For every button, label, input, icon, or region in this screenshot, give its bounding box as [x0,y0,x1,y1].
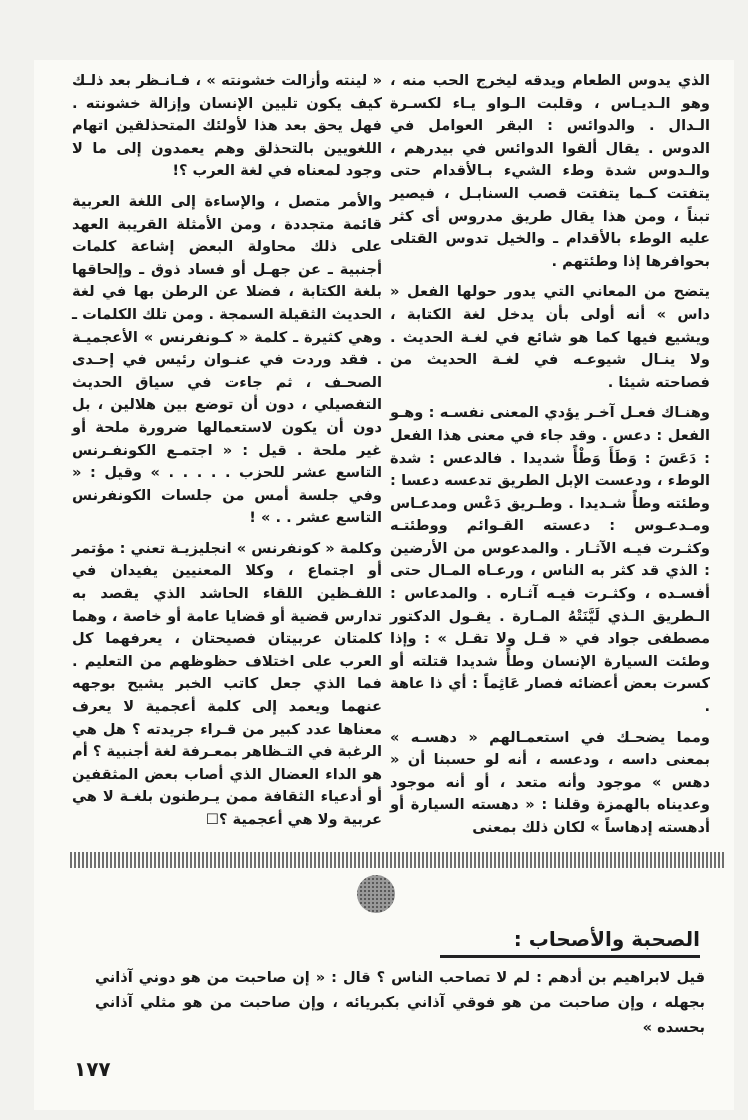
paragraph: والأمر متصل ، والإساءة إلى اللغة العربية قائمة متجددة ، ومن الأمثلة القريبة العهد على ذلك محاولة البعض إشاعة كلمات أجنبية ـ عن جهـل أو فساد ذوق ـ وإلحاقها بلغة الكتابة ، فضلا عن الرطن بها في لغة الحديث الثقيلة السمجة . ومن تلك الكلمات ـ وهي كثيرة ـ كلمة « كـونفرنس » الأعجميـة . فقد وردت في عنـوان رئيس في إحـدى الصحـف ، ثم جاءت في سياق الحديث التفصيلي ، دون أن توضع بين هلالين ، بل دون أن يكون لاستعمالها ضرورة ملحة أو غير ملحة . قيل : « اجتمـع الكونفـرنس التاسع عشر للحزب . . . . . » وقيل : « وفي جلسة أمس من جلسات الكونفرنس التاسع عشر . . » ! [72,192,382,527]
paragraph: وكلمة « كونفرنس » انجليزيـة تعني : مؤتمر أو اجتماع ، وكلا المعنيين يفيدان في اللفـظين اللقاء الحاشد الذي يقصد به تدارس قضية أو قضايا عامة أو خاصة ، وهما كلمتان عربيتان فصيحتان ، يعرفهما كل العرب على اختلاف حظوظهم من التعليم . فما الذي جعل كاتب الخبر يشيح بوجهه عنهما ويعمد إلى كلمة أعجمية لا يعرف معناها عدد كبير من قـراء جريدته ؟ هل هي الرغبة في التـظاهر بمعـرفة لغة أجنبية ؟ أم هو الداء العضال الذي أصاب بعض المثقفين أو أدعياء الثقافة ممن يـرطنون بلغـة لا هي عربية ولا هي أعجمية ؟☐ [72,539,382,828]
box-text: قيل لابراهيم بن أدهم : لم لا تصاحب الناس ؟ قال : « إن صاحبت من هو دوني آذاني بجهله ، وإن صاحبت من هو فوقي آذاني بكبريائه ، وإن صاحبت من هو مثلي آذاني بحسده » [95,969,705,1036]
left-column [72,70,382,840]
paragraph: « لينته وأزالت خشونته » ، فـانـظر بعد ذلـك كيف يكون تليين الإنسان وإزالة خشونته . فهل يحق بعد هذا لأولئك المتحذلقين اتهام اللغويين بالتحذلق وهم يعمدون إلى ما لا وجود لمعناه في لغة العرب ؟! [72,72,382,180]
box-heading: الصحبة والأصحاب : [440,927,700,958]
paragraph: وهنـاك فعـل آخـر يؤدي المعنى نفسـه : وهـو الفعل : دعس . وقد جاء في معنى هذا الفعل : دَعَسَ : وَطَأَ وَطْأً شديدا . فالدعس : شدة الوطء ، ودعست الإبل الطريق تدعسه دعسا : وطئته وطأً شـديدا . وطـريق دَعْس ومدعـاس ومـدعـوس : دعسته القـوائم ووطئتـه وكثـرت فيـه الآثـار . والمدعوس من الأرضين : الذي قد كثر به الناس ، ورعـاه المـال حتى أفسـده ، وكثـرت فيـه آثـاره . والمدعاس : الـطريق الـذي لَيَّنَتْهُ المـارة . يقـول الدكتور مصطفى جواد في « قـل ولا تقـل » : وإذا وطئت السيارة الإنسان وطأً شديدا قتلته أو كسرت بعض أعضائه فصار عَاثِماً : أي ذا عاهة . [390,404,710,716]
right-column [390,70,710,848]
paragraph: يتضح من المعاني التي يدور حولها الفعل « داس » أنه أولى بأن يدخل لغة الكتابة ، ويشيع فيها كما هو شائع في لغـة الحديث . ولا ينـال شيوعـه في لغـة الحديث من فصاحته شيئا . [390,283,710,391]
paragraph: ومما يضحـك في استعمـالهم « دهسـه » بمعنى داسه ، ودعسه ، أنه لو حسبنا أن « دهس » موجود وأنه متعد ، أو أنه موجود وعديناه بالهمزة وقلنا : « دهسته السيارة أو أدهسته إدهاساً » لكان ذلك بمعنى [390,728,710,836]
paragraph: الذي يدوس الطعام ويدقه ليخرج الحب منه ، وهو الـديـاس ، وقلبت الـواو يـاء لكسـرة الـدال . والدوائس : البقر العوامل في الدوس . يقال ألقوا الدوائس في بيدرهم ، والـدوس شدة وطء الشيء بـالأقدام حتى يتفتت كـما يتفتت قصب السنابـل ، فيصير تبناً ، ومن هذا يقال طريق مدروس أى كثر عليه الوطء بالأقدام ـ والخيل تدوس القتلى بحوافرها إذا وطئتهم . [390,72,710,270]
ornament-dot-icon [357,875,395,913]
section-divider [70,852,725,868]
page-number: ١٧٧ [74,1057,111,1081]
